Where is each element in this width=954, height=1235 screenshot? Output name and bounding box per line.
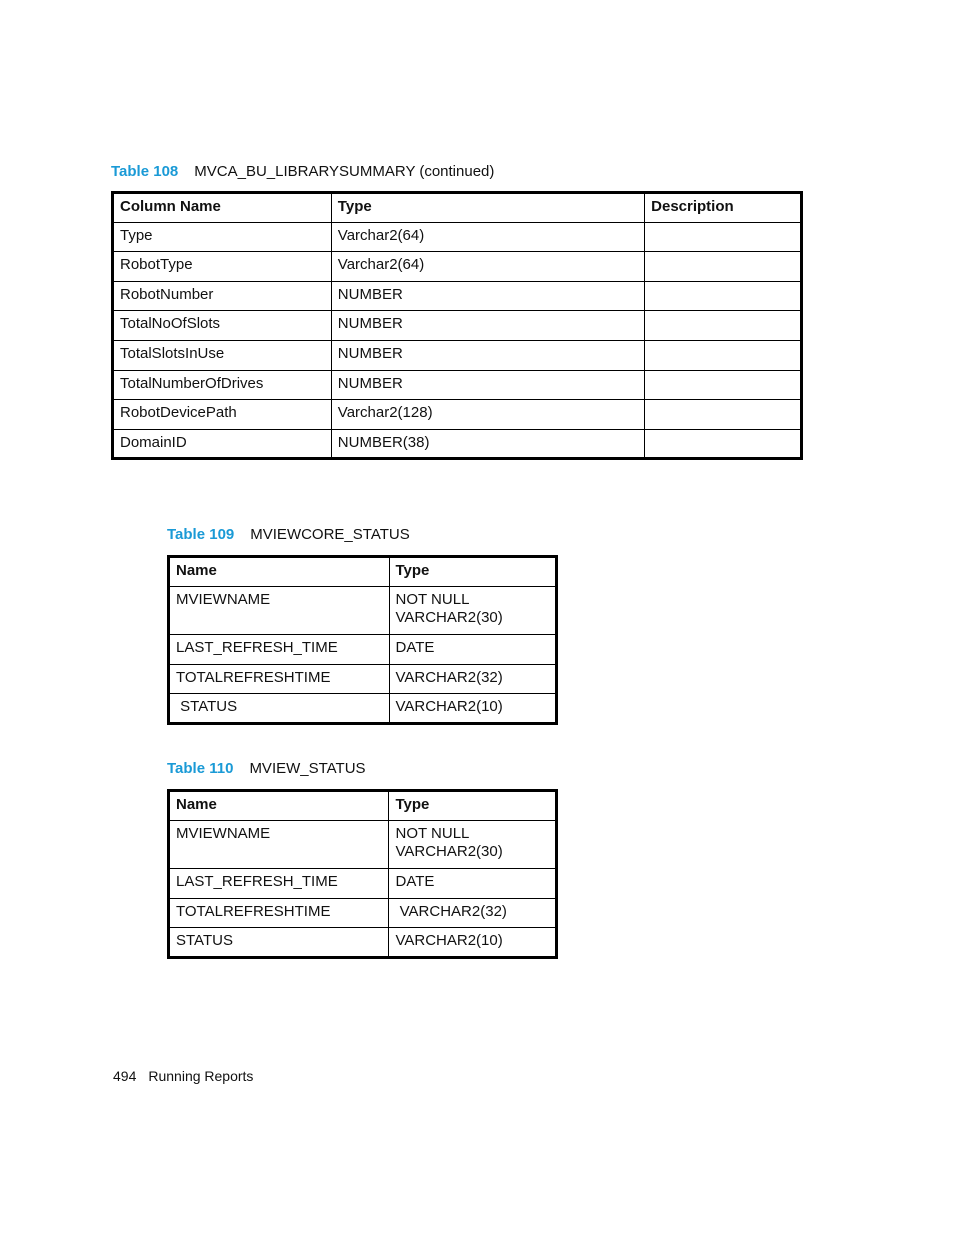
table-108 <box>111 191 803 460</box>
cell-type: NUMBER(38) <box>331 429 644 459</box>
table-title: MVCA_BU_LIBRARYSUMMARY (continued) <box>194 163 495 180</box>
table-label: Table 109 <box>167 526 235 543</box>
table-row <box>113 311 802 341</box>
cell-name: STATUS <box>169 928 389 958</box>
cell-name: TotalSlotsInUse <box>113 340 332 370</box>
table-title: MVIEW_STATUS <box>249 760 366 777</box>
cell-type-line: VARCHAR2(30) <box>395 843 503 860</box>
cell-type-line: NOT NULL <box>395 825 470 842</box>
cell-description <box>645 340 802 370</box>
table-row <box>113 370 802 400</box>
cell-description <box>645 252 802 282</box>
table-109-caption <box>167 526 410 544</box>
cell-description <box>645 222 802 252</box>
table-row <box>113 340 802 370</box>
cell-type: Varchar2(128) <box>331 400 644 430</box>
table-109 <box>167 555 558 725</box>
cell-type: NUMBER <box>331 311 644 341</box>
page-number: 494 <box>113 1068 137 1084</box>
column-header: Type <box>389 791 557 821</box>
cell-name: DomainID <box>113 429 332 459</box>
table-row <box>113 429 802 459</box>
table-label: Table 110 <box>167 760 234 777</box>
cell-name: TotalNumberOfDrives <box>113 370 332 400</box>
cell-name: STATUS <box>169 694 390 724</box>
table-row <box>169 869 557 899</box>
cell-type: NUMBER <box>331 281 644 311</box>
cell-name: TotalNoOfSlots <box>113 311 332 341</box>
table-108-caption <box>111 163 494 181</box>
cell-type: NUMBER <box>331 340 644 370</box>
table-row <box>169 587 557 635</box>
page-footer <box>113 1067 253 1085</box>
cell-type: VARCHAR2(32) <box>389 898 557 928</box>
cell-type: DATE <box>389 869 557 899</box>
table-row <box>113 281 802 311</box>
table-header-row <box>169 791 557 821</box>
cell-type <box>389 821 557 869</box>
cell-description <box>645 400 802 430</box>
cell-name: TOTALREFRESHTIME <box>169 898 389 928</box>
cell-type: DATE <box>389 635 557 665</box>
table-row <box>113 222 802 252</box>
cell-name: Type <box>113 222 332 252</box>
table-header-row <box>113 193 802 223</box>
column-header: Type <box>331 193 644 223</box>
cell-type: VARCHAR2(10) <box>389 694 557 724</box>
table-row <box>169 664 557 694</box>
cell-type-line: NOT NULL <box>395 591 470 608</box>
table-110-caption <box>167 760 366 778</box>
table-row <box>113 252 802 282</box>
cell-name: MVIEWNAME <box>169 587 390 635</box>
cell-description <box>645 370 802 400</box>
table-row <box>113 400 802 430</box>
column-header: Column Name <box>113 193 332 223</box>
column-header: Name <box>169 557 390 587</box>
cell-type: NUMBER <box>331 370 644 400</box>
cell-type: VARCHAR2(32) <box>389 664 557 694</box>
table-row <box>169 928 557 958</box>
cell-type: Varchar2(64) <box>331 252 644 282</box>
cell-type: VARCHAR2(10) <box>389 928 557 958</box>
table-label: Table 108 <box>111 163 179 180</box>
cell-name: RobotDevicePath <box>113 400 332 430</box>
table-title: MVIEWCORE_STATUS <box>250 526 410 543</box>
column-header: Type <box>389 557 557 587</box>
table-header-row <box>169 557 557 587</box>
cell-name: LAST_REFRESH_TIME <box>169 869 389 899</box>
table-row <box>169 898 557 928</box>
cell-type-line: VARCHAR2(30) <box>395 609 503 626</box>
column-header: Description <box>645 193 802 223</box>
table-row <box>169 635 557 665</box>
table-row <box>169 821 557 869</box>
cell-type: Varchar2(64) <box>331 222 644 252</box>
cell-description <box>645 311 802 341</box>
cell-name: LAST_REFRESH_TIME <box>169 635 390 665</box>
table-110 <box>167 789 558 959</box>
cell-name: MVIEWNAME <box>169 821 389 869</box>
cell-description <box>645 281 802 311</box>
cell-name: RobotNumber <box>113 281 332 311</box>
section-title: Running Reports <box>148 1068 254 1084</box>
cell-description <box>645 429 802 459</box>
cell-name: RobotType <box>113 252 332 282</box>
cell-name: TOTALREFRESHTIME <box>169 664 390 694</box>
column-header: Name <box>169 791 389 821</box>
cell-type <box>389 587 557 635</box>
table-row <box>169 694 557 724</box>
